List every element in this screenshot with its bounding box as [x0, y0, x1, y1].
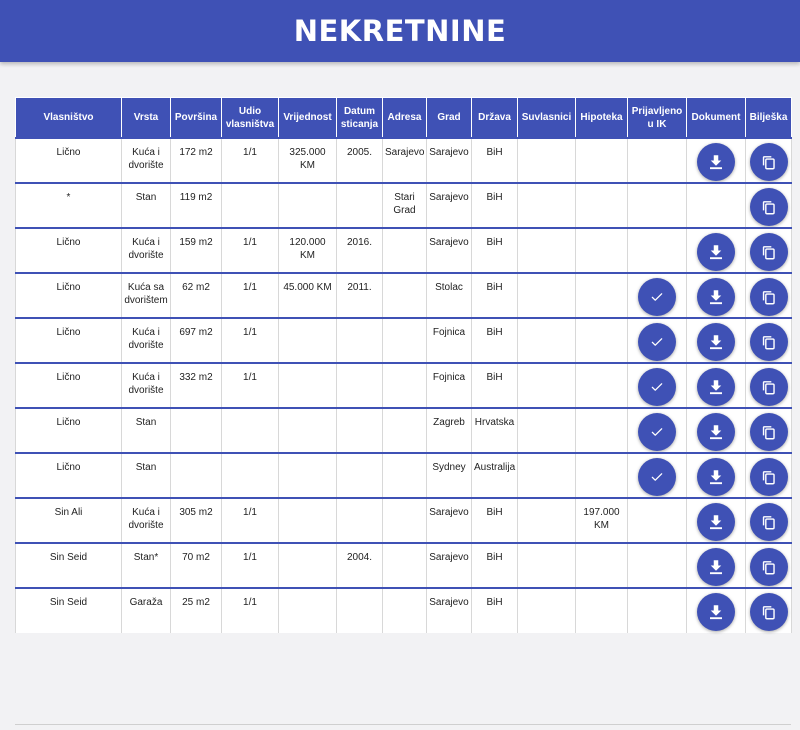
col-header-suvlasnici: Suvlasnici — [518, 98, 576, 139]
col-header-dokument: Dokument — [687, 98, 746, 139]
table-row — [16, 363, 792, 408]
download-icon — [707, 378, 725, 396]
note-button[interactable] — [750, 278, 788, 316]
cell-vrijednost: 120.000 KM — [279, 228, 337, 273]
cell-udio — [222, 453, 279, 498]
cell-adresa — [383, 543, 427, 588]
cell-vrijednost — [279, 318, 337, 363]
cell-ik — [628, 588, 687, 633]
cell-drzava: BiH — [472, 138, 518, 183]
cell-adresa — [383, 453, 427, 498]
properties-table-container — [15, 97, 791, 633]
copy-icon — [760, 514, 777, 531]
cell-povrsina: 332 m2 — [171, 363, 222, 408]
col-header-vrsta: Vrsta — [122, 98, 171, 139]
cell-suvlasnici — [518, 183, 576, 228]
cell-datum — [337, 363, 383, 408]
cell-drzava: BiH — [472, 363, 518, 408]
download-button[interactable] — [697, 278, 735, 316]
cell-ik — [628, 318, 687, 363]
check-icon — [650, 335, 664, 349]
cell-drzava: BiH — [472, 318, 518, 363]
copy-icon — [760, 289, 777, 306]
cell-ik — [628, 183, 687, 228]
col-header-povrsina: Površina — [171, 98, 222, 139]
cell-udio: 1/1 — [222, 138, 279, 183]
cell-grad: Fojnica — [427, 363, 472, 408]
cell-vlasnistvo: Sin Seid — [16, 588, 122, 633]
cell-biljeska — [746, 183, 792, 228]
note-button[interactable] — [750, 233, 788, 271]
copy-icon — [760, 559, 777, 576]
cell-vrsta: Garaža — [122, 588, 171, 633]
table-header-row — [16, 98, 792, 139]
copy-icon — [760, 244, 777, 261]
cell-drzava: BiH — [472, 588, 518, 633]
cell-vlasnistvo: * — [16, 183, 122, 228]
note-button[interactable] — [750, 143, 788, 181]
cell-grad: Sarajevo — [427, 183, 472, 228]
cell-adresa: Sarajevo — [383, 138, 427, 183]
cell-biljeska — [746, 363, 792, 408]
copy-icon — [760, 604, 777, 621]
cell-biljeska — [746, 453, 792, 498]
ik-check-button[interactable] — [638, 323, 676, 361]
cell-vrsta: Stan — [122, 408, 171, 453]
cell-biljeska — [746, 273, 792, 318]
cell-adresa: Stari Grad — [383, 183, 427, 228]
table-row — [16, 273, 792, 318]
cell-adresa — [383, 408, 427, 453]
cell-ik — [628, 543, 687, 588]
cell-udio — [222, 183, 279, 228]
check-icon — [650, 290, 664, 304]
cell-drzava: Hrvatska — [472, 408, 518, 453]
cell-grad: Sarajevo — [427, 138, 472, 183]
cell-hipoteka — [576, 273, 628, 318]
download-icon — [707, 558, 725, 576]
download-icon — [707, 333, 725, 351]
table-row — [16, 228, 792, 273]
download-button[interactable] — [697, 368, 735, 406]
note-button[interactable] — [750, 593, 788, 631]
cell-vlasnistvo: Lično — [16, 318, 122, 363]
cell-vrijednost: 325.000 KM — [279, 138, 337, 183]
cell-suvlasnici — [518, 588, 576, 633]
cell-dokument — [687, 183, 746, 228]
copy-icon — [760, 469, 777, 486]
cell-vrsta: Kuća i dvorište — [122, 318, 171, 363]
cell-udio: 1/1 — [222, 543, 279, 588]
download-button[interactable] — [697, 233, 735, 271]
cell-drzava: BiH — [472, 273, 518, 318]
cell-udio: 1/1 — [222, 363, 279, 408]
download-icon — [707, 288, 725, 306]
cell-datum — [337, 588, 383, 633]
cell-vrijednost — [279, 183, 337, 228]
cell-suvlasnici — [518, 408, 576, 453]
cell-drzava: BiH — [472, 498, 518, 543]
download-icon — [707, 603, 725, 621]
cell-datum: 2005. — [337, 138, 383, 183]
download-button[interactable] — [697, 503, 735, 541]
table-body — [16, 138, 792, 633]
note-button[interactable] — [750, 368, 788, 406]
cell-drzava: BiH — [472, 183, 518, 228]
cell-vlasnistvo: Lično — [16, 138, 122, 183]
cell-udio — [222, 408, 279, 453]
cell-dokument — [687, 543, 746, 588]
cell-dokument — [687, 588, 746, 633]
cell-udio: 1/1 — [222, 588, 279, 633]
download-button[interactable] — [697, 548, 735, 586]
col-header-grad: Grad — [427, 98, 472, 139]
note-button[interactable] — [750, 323, 788, 361]
cell-vlasnistvo: Lično — [16, 453, 122, 498]
cell-udio: 1/1 — [222, 228, 279, 273]
cell-dokument — [687, 363, 746, 408]
download-button[interactable] — [697, 593, 735, 631]
cell-ik — [628, 273, 687, 318]
cell-udio: 1/1 — [222, 273, 279, 318]
table-row — [16, 498, 792, 543]
cell-ik — [628, 453, 687, 498]
copy-icon — [760, 334, 777, 351]
cell-povrsina: 119 m2 — [171, 183, 222, 228]
copy-icon — [760, 199, 777, 216]
page-header — [0, 0, 800, 62]
cell-povrsina — [171, 453, 222, 498]
cell-biljeska — [746, 138, 792, 183]
ik-check-button[interactable] — [638, 278, 676, 316]
cell-dokument — [687, 273, 746, 318]
copy-icon — [760, 424, 777, 441]
download-icon — [707, 423, 725, 441]
cell-adresa — [383, 228, 427, 273]
table-row — [16, 408, 792, 453]
cell-vrsta: Kuća i dvorište — [122, 228, 171, 273]
col-header-hipoteka: Hipoteka — [576, 98, 628, 139]
col-header-udio: Udio vlasništva — [222, 98, 279, 139]
download-icon — [707, 513, 725, 531]
cell-grad: Fojnica — [427, 318, 472, 363]
cell-ik — [628, 138, 687, 183]
check-icon — [650, 425, 664, 439]
cell-vrsta: Kuća i dvorište — [122, 138, 171, 183]
col-header-adresa: Adresa — [383, 98, 427, 139]
cell-adresa — [383, 498, 427, 543]
cell-datum — [337, 453, 383, 498]
cell-grad: Sarajevo — [427, 498, 472, 543]
check-icon — [650, 380, 664, 394]
cell-hipoteka — [576, 138, 628, 183]
cell-povrsina: 159 m2 — [171, 228, 222, 273]
table-row — [16, 138, 792, 183]
cell-adresa — [383, 318, 427, 363]
copy-icon — [760, 379, 777, 396]
col-header-ik: Prijavljeno u IK — [628, 98, 687, 139]
cell-povrsina: 70 m2 — [171, 543, 222, 588]
cell-datum — [337, 408, 383, 453]
cell-hipoteka: 197.000 KM — [576, 498, 628, 543]
cell-vlasnistvo: Lično — [16, 228, 122, 273]
cell-povrsina: 697 m2 — [171, 318, 222, 363]
col-header-vlasnistvo: Vlasništvo — [16, 98, 122, 139]
col-header-datum: Datum sticanja — [337, 98, 383, 139]
cell-povrsina: 25 m2 — [171, 588, 222, 633]
copy-icon — [760, 154, 777, 171]
download-icon — [707, 468, 725, 486]
cell-suvlasnici — [518, 228, 576, 273]
cell-vlasnistvo: Lično — [16, 363, 122, 408]
cell-vlasnistvo: Sin Seid — [16, 543, 122, 588]
cell-ik — [628, 408, 687, 453]
col-header-biljeska: Bilješka — [746, 98, 792, 139]
cell-biljeska — [746, 318, 792, 363]
cell-povrsina — [171, 408, 222, 453]
cell-dokument — [687, 498, 746, 543]
note-button[interactable] — [750, 188, 788, 226]
col-header-vrijednost: Vrijednost — [279, 98, 337, 139]
cell-biljeska — [746, 588, 792, 633]
cell-biljeska — [746, 498, 792, 543]
cell-vrsta: Stan — [122, 453, 171, 498]
check-icon — [650, 470, 664, 484]
download-icon — [707, 243, 725, 261]
cell-datum: 2011. — [337, 273, 383, 318]
cell-dokument — [687, 318, 746, 363]
cell-suvlasnici — [518, 543, 576, 588]
cell-drzava: BiH — [472, 228, 518, 273]
cell-adresa — [383, 363, 427, 408]
cell-dokument — [687, 138, 746, 183]
cell-vlasnistvo: Lično — [16, 408, 122, 453]
cell-datum: 2016. — [337, 228, 383, 273]
cell-vrijednost: 45.000 KM — [279, 273, 337, 318]
cell-vrijednost — [279, 543, 337, 588]
cell-udio: 1/1 — [222, 498, 279, 543]
cell-vrsta: Kuća i dvorište — [122, 363, 171, 408]
cell-vrsta: Kuća sa dvorištem — [122, 273, 171, 318]
cell-datum — [337, 183, 383, 228]
cell-vrijednost — [279, 498, 337, 543]
cell-vlasnistvo: Lično — [16, 273, 122, 318]
cell-biljeska — [746, 408, 792, 453]
cell-suvlasnici — [518, 453, 576, 498]
cell-hipoteka — [576, 363, 628, 408]
cell-datum: 2004. — [337, 543, 383, 588]
cell-grad: Sarajevo — [427, 228, 472, 273]
cell-vrijednost — [279, 453, 337, 498]
cell-drzava: Australija — [472, 453, 518, 498]
download-icon — [707, 153, 725, 171]
cell-vrsta: Stan* — [122, 543, 171, 588]
col-header-drzava: Država — [472, 98, 518, 139]
cell-drzava: BiH — [472, 543, 518, 588]
cell-hipoteka — [576, 228, 628, 273]
cell-vrsta: Kuća i dvorište — [122, 498, 171, 543]
cell-grad: Sarajevo — [427, 543, 472, 588]
ik-check-button[interactable] — [638, 458, 676, 496]
cell-vrsta: Stan — [122, 183, 171, 228]
table-row — [16, 318, 792, 363]
table-row — [16, 543, 792, 588]
cell-grad: Zagreb — [427, 408, 472, 453]
cell-vlasnistvo: Sin Ali — [16, 498, 122, 543]
cell-hipoteka — [576, 408, 628, 453]
cell-hipoteka — [576, 453, 628, 498]
table-row — [16, 588, 792, 633]
note-button[interactable] — [750, 413, 788, 451]
cell-ik — [628, 498, 687, 543]
page-title: NEKRETNINE — [293, 14, 507, 48]
cell-dokument — [687, 453, 746, 498]
note-button[interactable] — [750, 458, 788, 496]
cell-datum — [337, 318, 383, 363]
cell-adresa — [383, 273, 427, 318]
cell-hipoteka — [576, 543, 628, 588]
note-button[interactable] — [750, 548, 788, 586]
table-row — [16, 183, 792, 228]
properties-table — [15, 97, 792, 633]
cell-biljeska — [746, 543, 792, 588]
note-button[interactable] — [750, 503, 788, 541]
cell-biljeska — [746, 228, 792, 273]
cell-povrsina: 62 m2 — [171, 273, 222, 318]
cell-grad: Sarajevo — [427, 588, 472, 633]
cell-vrijednost — [279, 408, 337, 453]
cell-suvlasnici — [518, 363, 576, 408]
cell-dokument — [687, 408, 746, 453]
table-row — [16, 453, 792, 498]
cell-suvlasnici — [518, 498, 576, 543]
download-button[interactable] — [697, 413, 735, 451]
cell-povrsina: 305 m2 — [171, 498, 222, 543]
cell-vrijednost — [279, 363, 337, 408]
cell-grad: Sydney — [427, 453, 472, 498]
cell-datum — [337, 498, 383, 543]
footer-divider — [15, 724, 791, 725]
cell-vrijednost — [279, 588, 337, 633]
ik-check-button[interactable] — [638, 368, 676, 406]
cell-hipoteka — [576, 183, 628, 228]
cell-suvlasnici — [518, 138, 576, 183]
cell-suvlasnici — [518, 318, 576, 363]
download-button[interactable] — [697, 458, 735, 496]
cell-ik — [628, 228, 687, 273]
download-button[interactable] — [697, 143, 735, 181]
cell-hipoteka — [576, 588, 628, 633]
cell-adresa — [383, 588, 427, 633]
ik-check-button[interactable] — [638, 413, 676, 451]
cell-suvlasnici — [518, 273, 576, 318]
cell-hipoteka — [576, 318, 628, 363]
cell-ik — [628, 363, 687, 408]
cell-povrsina: 172 m2 — [171, 138, 222, 183]
download-button[interactable] — [697, 323, 735, 361]
cell-grad: Stolac — [427, 273, 472, 318]
cell-udio: 1/1 — [222, 318, 279, 363]
cell-dokument — [687, 228, 746, 273]
